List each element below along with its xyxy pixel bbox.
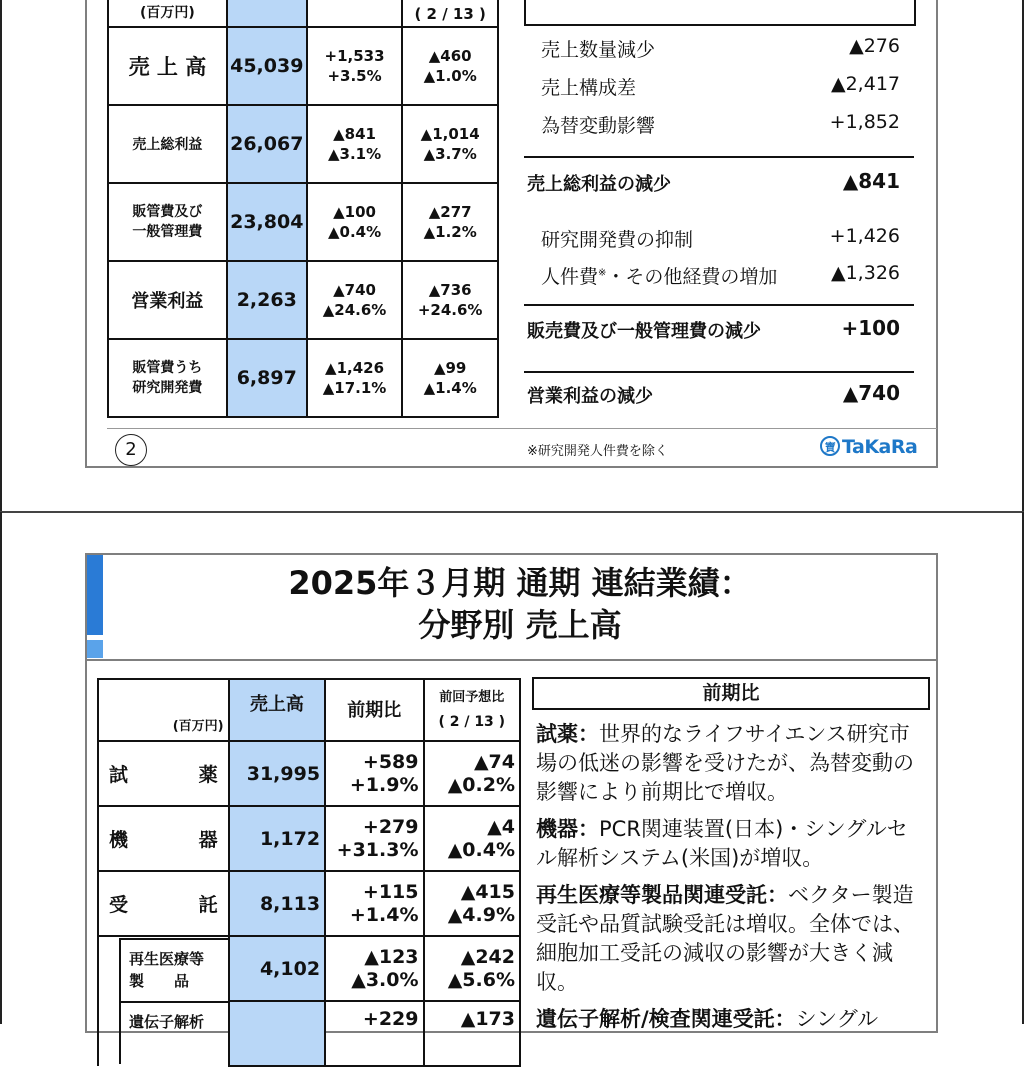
header-sales: 売上高 [229,679,325,741]
company-logo: 寶 TaKaRa [820,436,917,458]
row-value: 2,263 [227,261,307,339]
divider [524,371,914,373]
breakdown-total-value: ▲740 [842,381,900,405]
page-number: 2 [115,434,147,466]
row-vs-forecast: ▲99 ▲1.4% [402,339,498,417]
row-label: 試 薬 [98,741,229,806]
header-forecast-date: ( 2 / 13 ) [402,0,498,27]
breakdown-value: ▲276 [849,35,900,57]
row-label: 機 器 [98,806,229,871]
row-value: 23,804 [227,183,307,261]
row-value: 26,067 [227,105,307,183]
row-vs-forecast: ▲736 +24.6% [402,261,498,339]
accent-bar-light [87,640,103,658]
row-value: 1,172 [229,806,325,871]
slide-title: 2025年３月期 通期 連結業績： 分野別 売上高 [288,564,752,644]
row-vs-forecast: ▲415 ▲4.9% [424,871,520,936]
row-yoy: ▲841 ▲3.1% [307,105,403,183]
row-vs-forecast: ▲74 ▲0.2% [424,741,520,806]
header-cell-sales [227,0,307,27]
row-label: 営業利益 [108,261,227,339]
row-vs-forecast: ▲4 ▲0.4% [424,806,520,871]
commentary [536,720,928,1042]
row-yoy: +1,533 +3.5% [307,27,403,105]
row-yoy: +589 +1.9% [325,741,423,806]
title-divider [87,659,937,661]
comment-item: 試薬：世界的なライフサイエンス研究市場の低迷の影響を受けたが、為替変動の影響により前期比で増収。 [536,722,914,804]
row-label: 遺伝子解析 [98,1001,229,1066]
header-forecast: 前回予想比 ( 2 / 13 ) [424,679,520,741]
table-row [98,871,520,936]
breakdown-label: 人件費※・その他経費の増加 [541,266,778,288]
breakdown-total-label: 売上総利益の減少 [527,174,671,195]
table-row [108,261,498,339]
row-value: 6,897 [227,339,307,417]
row-vs-forecast: ▲1,014 ▲3.7% [402,105,498,183]
row-label: 売 上 高 [108,27,227,105]
row-yoy: ▲1,426 ▲17.1% [307,339,403,417]
logo-mark-icon: 寶 [820,436,840,456]
comment-item: 遺伝子解析/検査関連受託：シングル [536,1007,879,1031]
table-row [108,105,498,183]
row-yoy: +279 +31.3% [325,806,423,871]
footnote: ※研究開発人件費を除く [527,444,668,459]
row-label: 再生医療等 製 品 [98,936,229,1001]
breakdown-label: 研究開発費の抑制 [541,229,694,251]
table-row-sub [98,936,520,1001]
breakdown-total-value: +100 [841,316,900,340]
table-row [108,183,498,261]
footer-divider [107,428,937,429]
comment-item: 再生医療等製品関連受託：ベクター製造受託や品質試験受託は増収。全体では、細胞加工受託の減収の影響が大きく減収。 [536,883,914,994]
table-header-row [98,679,520,741]
divider [524,156,914,158]
breakdown-value: +1,426 [829,225,900,247]
breakdown-label: 為替変動影響 [541,115,656,137]
breakdown-value: ▲2,417 [830,73,900,95]
accent-bar [87,555,103,635]
table-row [98,806,520,871]
divider [524,304,914,306]
row-label: 売上総利益 [108,105,227,183]
breakdown-label: 売上数量減少 [541,39,656,61]
unit-label: (百万円) [98,679,229,741]
table-row [108,27,498,105]
row-yoy: +229 [325,1001,423,1066]
breakdown-title [524,0,916,26]
table-header-row [108,0,498,27]
page-separator [0,511,1024,513]
page-border-left-lower [0,512,2,1024]
breakdown-value: ▲1,326 [830,262,900,284]
row-vs-forecast: ▲242 ▲5.6% [424,936,520,1001]
row-yoy: ▲740 ▲24.6% [307,261,403,339]
segment-sales-table [97,678,521,1067]
row-value: 8,113 [229,871,325,936]
row-label: 販管費うち 研究開発費 [108,339,227,417]
row-yoy: ▲123 ▲3.0% [325,936,423,1001]
row-value: 45,039 [227,27,307,105]
row-yoy: +115 +1.4% [325,871,423,936]
breakdown-total-label: 営業利益の減少 [527,386,653,407]
row-value: 4,102 [229,936,325,1001]
row-vs-forecast: ▲173 [424,1001,520,1066]
header-yoy: 前期比 [325,679,423,741]
row-vs-forecast: ▲277 ▲1.2% [402,183,498,261]
row-vs-forecast: ▲460 ▲1.0% [402,27,498,105]
page-border-left [0,0,2,512]
breakdown-total-value: ▲841 [842,169,900,193]
row-label: 販管費及び 一般管理費 [108,183,227,261]
summary-table [107,0,499,418]
breakdown-total-label: 販売費及び一般管理費の減少 [527,321,761,342]
row-label: 受 託 [98,871,229,936]
header-cell-yoy [307,0,403,27]
table-row-sub [98,1001,520,1066]
table-row [98,741,520,806]
comment-item: 機器：PCR関連装置(日本)・シングルセル解析システム(米国)が増収。 [536,817,908,870]
row-value [229,1001,325,1066]
row-value: 31,995 [229,741,325,806]
breakdown-label: 売上構成差 [541,77,637,99]
row-yoy: ▲100 ▲0.4% [307,183,403,261]
commentary-title: 前期比 [532,677,930,710]
unit-label: (百万円) [108,0,227,27]
table-row [108,339,498,417]
breakdown-value: +1,852 [829,111,900,133]
